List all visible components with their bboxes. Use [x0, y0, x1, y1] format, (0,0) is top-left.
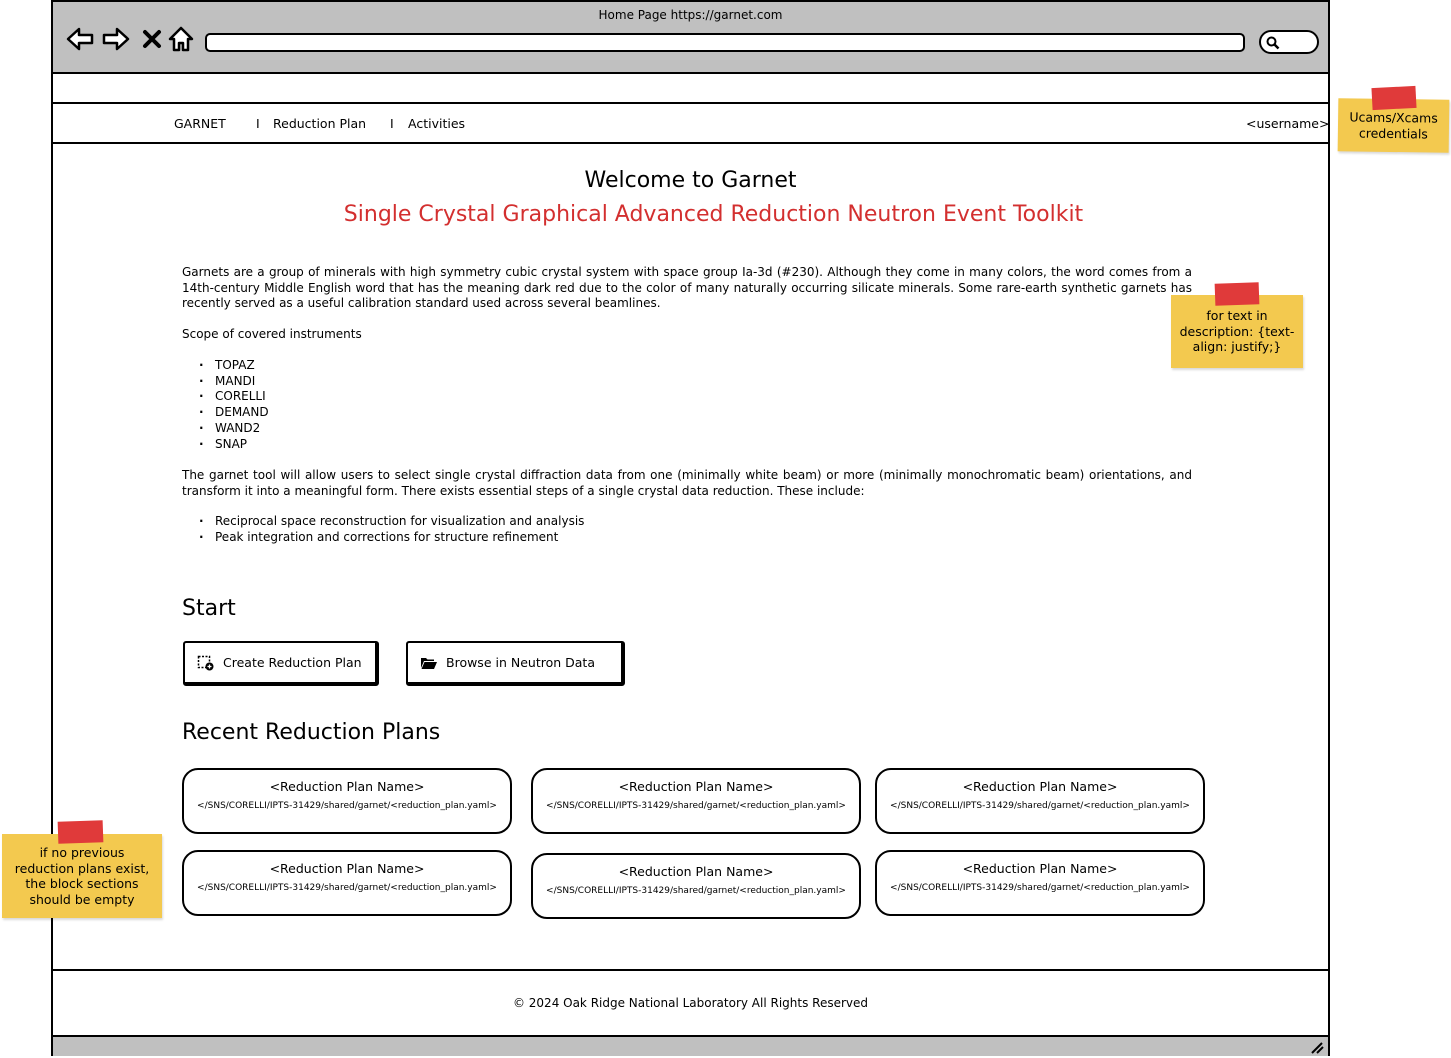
sticky-tape — [58, 820, 104, 844]
close-icon[interactable] — [137, 24, 167, 54]
plan-name: <Reduction Plan Name> — [618, 864, 774, 879]
status-bar — [53, 1037, 1328, 1056]
nav-separator: I — [256, 116, 260, 131]
browser-chrome — [53, 2, 1328, 74]
reduction-plan-card[interactable] — [531, 853, 861, 919]
browser-window — [51, 0, 1330, 1056]
description-tool: The garnet tool will allow users to select single crystal diffraction data from one (minimally white beam) or more (minimally monochromatic beam) orientations, and transform it into a meaningful form. There exists essential steps of a single crystal data reduction. These include: — [182, 468, 1192, 498]
description-intro: Garnets are a group of minerals with high symmetry cubic crystal system with space group Ia-3d (#230). Although they come in many colors, the word comes from a 14th-century Middle English word that has the meaning dark red due to the color of many naturally occurring silicate minerals. Some rare-earth synthetic garnets has recently served as a useful calibration standard used across several beamlines. — [182, 265, 1192, 310]
instrument-item: · MANDI — [199, 374, 269, 390]
create-plan-icon — [197, 655, 215, 671]
plan-path: </SNS/CORELLI/IPTS-31429/shared/garnet/<reduction_plan.yaml> — [890, 883, 1190, 893]
plan-name: <Reduction Plan Name> — [962, 779, 1118, 794]
browse-neutron-data-button[interactable] — [406, 641, 625, 686]
plan-name: <Reduction Plan Name> — [618, 779, 774, 794]
resize-grip-icon[interactable] — [1310, 1042, 1324, 1054]
sticky-tape — [1215, 282, 1260, 306]
start-heading: Start — [182, 596, 236, 621]
folder-open-icon — [420, 656, 438, 670]
top-navbar — [53, 102, 1328, 144]
instrument-item: · WAND2 — [199, 421, 269, 437]
copyright-text: © 2024 Oak Ridge National Laboratory All Rights Reserved — [512, 996, 869, 1010]
search-box[interactable] — [1259, 30, 1319, 54]
scope-heading: Scope of covered instruments — [182, 327, 362, 341]
instrument-item: · SNAP — [199, 437, 269, 453]
nav-reduction-plan[interactable]: Reduction Plan — [273, 116, 367, 131]
note-text: if no previous reduction plans exist, the block sections should be empty — [14, 845, 150, 907]
note-text: for text in description: {text-align: justify;} — [1179, 308, 1295, 355]
plan-name: <Reduction Plan Name> — [269, 779, 425, 794]
step-item: · Reciprocal space reconstruction for visualization and analysis — [199, 514, 584, 530]
reduction-plan-card[interactable] — [875, 768, 1205, 834]
instrument-item: · CORELLI — [199, 389, 269, 405]
page-subtitle: Single Crystal Graphical Advanced Reduction Neutron Event Toolkit — [343, 202, 1084, 227]
instrument-item: · DEMAND — [199, 405, 269, 421]
step-item: · Peak integration and corrections for structure refinement — [199, 530, 584, 546]
sticky-note-empty-plans — [2, 834, 162, 918]
reduction-plan-card[interactable] — [182, 768, 512, 834]
plan-path: </SNS/CORELLI/IPTS-31429/shared/garnet/<reduction_plan.yaml> — [197, 801, 497, 811]
note-text: Ucams/Xcams credentials — [1349, 109, 1438, 141]
main-content — [53, 144, 1328, 969]
nav-separator: I — [390, 116, 394, 131]
footer — [53, 969, 1328, 1037]
plan-name: <Reduction Plan Name> — [962, 861, 1118, 876]
plan-path: </SNS/CORELLI/IPTS-31429/shared/garnet/<reduction_plan.yaml> — [546, 801, 846, 811]
plan-path: </SNS/CORELLI/IPTS-31429/shared/garnet/<reduction_plan.yaml> — [546, 886, 846, 896]
home-icon[interactable] — [166, 24, 196, 54]
create-reduction-plan-button[interactable] — [183, 641, 379, 686]
brand-link[interactable]: GARNET — [174, 116, 226, 131]
recent-plans-heading: Recent Reduction Plans — [182, 720, 441, 745]
address-bar[interactable] — [205, 33, 1245, 52]
reduction-plan-card[interactable] — [182, 850, 512, 916]
plan-path: </SNS/CORELLI/IPTS-31429/shared/garnet/<reduction_plan.yaml> — [890, 801, 1190, 811]
search-icon — [1266, 36, 1280, 50]
browse-button-label: Browse in Neutron Data — [446, 655, 595, 670]
forward-icon[interactable] — [101, 24, 131, 54]
create-button-label: Create Reduction Plan — [223, 655, 362, 670]
instrument-list — [199, 358, 269, 452]
reduction-plan-card[interactable] — [875, 850, 1205, 916]
username-menu[interactable]: <username> — [1246, 116, 1330, 131]
page-title: Welcome to Garnet — [584, 168, 797, 193]
reduction-plan-card[interactable] — [531, 768, 861, 834]
nav-activities[interactable]: Activities — [408, 116, 466, 131]
plan-name: <Reduction Plan Name> — [269, 861, 425, 876]
steps-list — [199, 514, 584, 545]
instrument-item: · TOPAZ — [199, 358, 269, 374]
sticky-tape — [1371, 86, 1416, 110]
sticky-note-justify — [1171, 295, 1303, 368]
plan-path: </SNS/CORELLI/IPTS-31429/shared/garnet/<reduction_plan.yaml> — [197, 883, 497, 893]
page-url: Home Page https://garnet.com — [598, 8, 783, 22]
back-icon[interactable] — [65, 24, 95, 54]
